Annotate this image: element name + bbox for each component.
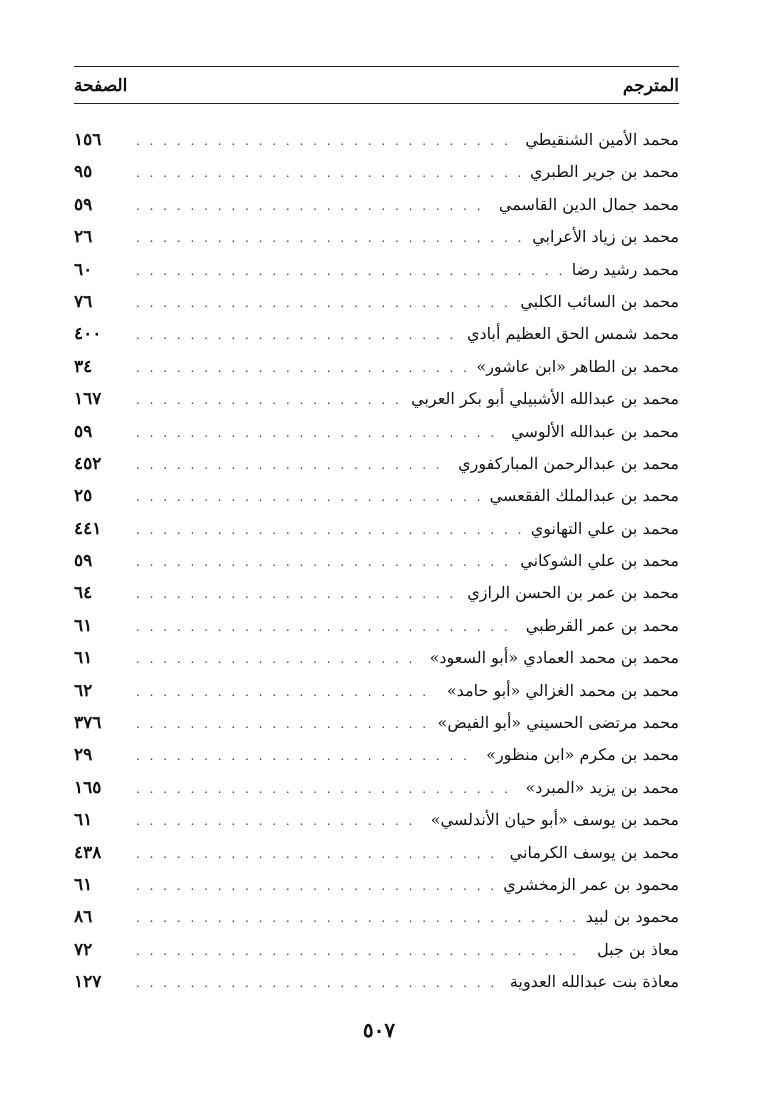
index-entry bbox=[74, 739, 679, 771]
entry-page-number: ٥٩ bbox=[74, 551, 93, 572]
entry-page-number: ٤٠٠ bbox=[74, 324, 102, 345]
dot-leader bbox=[136, 935, 587, 967]
entry-name: محمد جمال الدين القاسمي bbox=[498, 194, 679, 214]
dot-leader bbox=[136, 157, 520, 189]
column-heading-page: الصفحة bbox=[74, 76, 128, 96]
index-entry bbox=[74, 124, 679, 156]
dot-leader bbox=[136, 255, 562, 287]
index-entry bbox=[74, 513, 679, 545]
entry-name: معاذة بنت عبدالله العدوية bbox=[509, 972, 679, 992]
index-entry bbox=[74, 189, 679, 221]
entry-page-number: ١٦٥ bbox=[74, 777, 102, 798]
dot-leader bbox=[136, 125, 515, 157]
entry-name: معاذ بن جبل bbox=[597, 939, 679, 959]
entry-page-number: ٤٥٢ bbox=[74, 453, 102, 474]
dot-leader bbox=[136, 546, 510, 578]
dot-leader bbox=[136, 611, 516, 643]
page-number: ٥٠٧ bbox=[362, 1018, 396, 1042]
dot-leader bbox=[136, 578, 457, 610]
dot-leader bbox=[136, 384, 401, 416]
index-entry bbox=[74, 869, 679, 901]
index-entry bbox=[74, 772, 679, 804]
entry-name: محمد بن علي الشوكاني bbox=[520, 551, 679, 571]
entry-name: محمد بن علي التهانوي bbox=[530, 518, 679, 538]
entry-page-number: ٣٧٦ bbox=[74, 713, 102, 734]
dot-leader bbox=[136, 902, 576, 934]
entry-page-number: ٤٣٨ bbox=[74, 842, 102, 863]
index-entry bbox=[74, 383, 679, 415]
dot-leader bbox=[136, 870, 493, 902]
dot-leader bbox=[136, 319, 457, 351]
index-entry bbox=[74, 837, 679, 869]
index-entry bbox=[74, 545, 679, 577]
entry-page-number: ٤٤١ bbox=[74, 518, 102, 539]
entry-page-number: ٦١ bbox=[74, 874, 93, 895]
header-bottom-rule bbox=[74, 103, 679, 104]
dot-leader bbox=[136, 222, 522, 254]
entry-page-number: ٥٩ bbox=[74, 194, 93, 215]
index-entries bbox=[74, 124, 679, 999]
entry-name: محمود بن لبيد bbox=[585, 907, 679, 927]
dot-leader bbox=[136, 740, 476, 772]
dot-leader bbox=[136, 514, 521, 546]
entry-name: محمد بن مكرم «ابن منظور» bbox=[486, 745, 679, 765]
entry-page-number: ١٢٧ bbox=[74, 972, 102, 993]
index-entry bbox=[74, 221, 679, 253]
index-entry bbox=[74, 642, 679, 674]
entry-name: محمد رشيد رضا bbox=[571, 259, 679, 279]
entry-name: محمد بن يوسف «أبو حيان الأندلسي» bbox=[430, 810, 679, 830]
dot-leader bbox=[136, 190, 489, 222]
entry-page-number: ٦٠ bbox=[74, 259, 93, 280]
index-entry bbox=[74, 448, 679, 480]
entry-page-number: ٢٦ bbox=[74, 227, 93, 248]
entry-name: محمد بن يزيد «المبرد» bbox=[525, 777, 679, 797]
column-heading-translated: المترجم bbox=[622, 76, 679, 96]
dot-leader bbox=[136, 643, 420, 675]
entry-name: محمد مرتضى الحسيني «أبو الفيض» bbox=[437, 713, 679, 733]
index-entry bbox=[74, 318, 679, 350]
entry-page-number: ١٦٧ bbox=[74, 389, 102, 410]
dot-leader bbox=[136, 773, 516, 805]
entry-page-number: ٦١ bbox=[74, 615, 93, 636]
index-entry bbox=[74, 254, 679, 286]
entry-name: محمد بن عبدالملك الفقعسي bbox=[489, 486, 679, 506]
entry-page-number: ٧٢ bbox=[74, 939, 93, 960]
dot-leader bbox=[136, 417, 501, 449]
entry-page-number: ٦٤ bbox=[74, 583, 93, 604]
dot-leader bbox=[136, 449, 448, 481]
index-entry bbox=[74, 480, 679, 512]
entry-name: محمد بن جرير الطبري bbox=[529, 162, 679, 182]
entry-name: محمد بن محمد العمادي «أبو السعود» bbox=[429, 648, 679, 668]
entry-name: محمد بن السائب الكلبي bbox=[520, 291, 679, 311]
entry-name: محمد بن عبدالله الأشبيلي أبو بكر العربي bbox=[411, 389, 679, 409]
entry-page-number: ٧٦ bbox=[74, 291, 93, 312]
entry-name: محمد بن زياد الأعرابي bbox=[532, 227, 679, 247]
entry-name: محمد بن محمد الغزالي «أبو حامد» bbox=[446, 680, 679, 700]
dot-leader bbox=[136, 287, 510, 319]
dot-leader bbox=[136, 838, 500, 870]
index-entry bbox=[74, 416, 679, 448]
index-entry bbox=[74, 577, 679, 609]
entry-name: محمد بن عبدالله الألوسي bbox=[511, 421, 679, 441]
dot-leader bbox=[136, 352, 466, 384]
index-entry bbox=[74, 707, 679, 739]
index-entry bbox=[74, 675, 679, 707]
dot-leader bbox=[136, 967, 500, 999]
index-entry bbox=[74, 610, 679, 642]
entry-name: محمد بن الطاهر «ابن عاشور» bbox=[476, 356, 679, 376]
index-entry bbox=[74, 286, 679, 318]
dot-leader bbox=[136, 805, 421, 837]
entry-name: محمد شمس الحق العظيم أبادي bbox=[467, 324, 679, 344]
entry-name: محمد بن عمر القرطبي bbox=[525, 615, 679, 635]
dot-leader bbox=[136, 676, 437, 708]
entry-page-number: ٢٥ bbox=[74, 486, 93, 507]
index-header bbox=[74, 66, 679, 96]
index-entry bbox=[74, 966, 679, 998]
dot-leader bbox=[136, 481, 480, 513]
index-entry bbox=[74, 901, 679, 933]
entry-page-number: ٥٩ bbox=[74, 421, 93, 442]
index-entry bbox=[74, 351, 679, 383]
entry-page-number: ١٥٦ bbox=[74, 130, 102, 150]
entry-name: محمد الأمين الشنقيطي bbox=[525, 130, 679, 149]
entry-page-number: ٦١ bbox=[74, 810, 93, 831]
entry-page-number: ٦٢ bbox=[74, 680, 93, 701]
index-entry bbox=[74, 156, 679, 188]
index-entry bbox=[74, 804, 679, 836]
entry-page-number: ٩٥ bbox=[74, 162, 93, 183]
entry-page-number: ٨٦ bbox=[74, 907, 93, 928]
entry-page-number: ٦١ bbox=[74, 648, 93, 669]
entry-page-number: ٣٤ bbox=[74, 356, 93, 377]
index-entry bbox=[74, 934, 679, 966]
entry-name: محمد بن عمر بن الحسن الرازي bbox=[467, 583, 679, 603]
entry-page-number: ٢٩ bbox=[74, 745, 93, 766]
dot-leader bbox=[136, 708, 428, 740]
entry-name: محمد بن يوسف الكرماني bbox=[509, 842, 679, 862]
entry-name: محمود بن عمر الزمخشري bbox=[503, 874, 679, 894]
entry-name: محمد بن عبدالرحمن المباركفوري bbox=[458, 453, 679, 473]
